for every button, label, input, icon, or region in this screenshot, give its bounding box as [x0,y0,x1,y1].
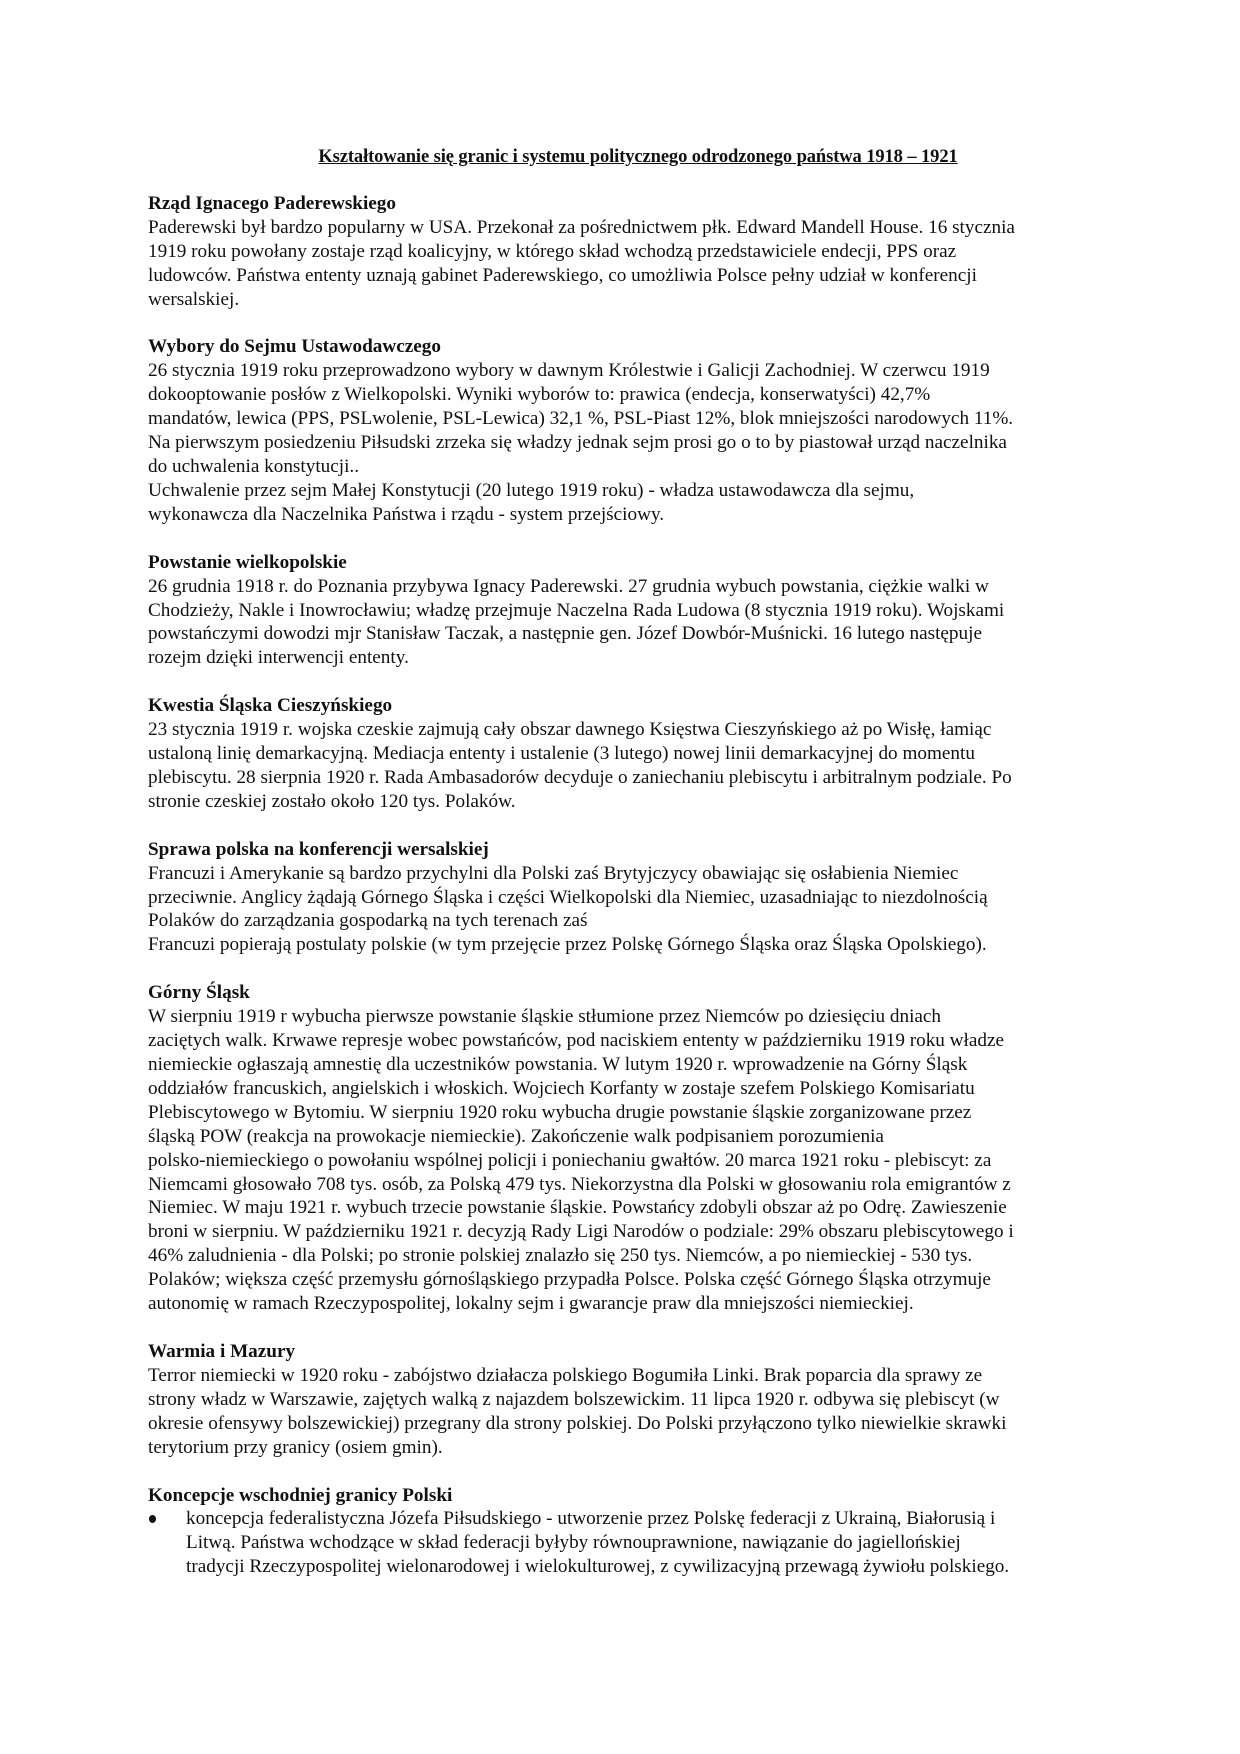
text-line: broni w sierpniu. W październiku 1921 r. decyzją Rady Ligi Narodów o podziale: 29% obszaru plebiscytowego i [148,1221,1014,1243]
section-heading: Kwestia Śląska Cieszyńskiego [148,695,393,717]
text-line: 26 grudnia 1918 r. do Poznania przybywa Ignacy Paderewski. 27 grudnia wybuch powstania, ciężkie walki w [148,575,989,597]
text-line: 1919 roku powołany zostaje rząd koalicyjny, w którego skład wchodzą przedstawiciele endecji, PPS oraz [148,240,957,262]
text-line: niemieckie ogłaszają amnestię dla uczestników powstania. W lutym 1920 r. wprowadzenie na Górny Śląsk [148,1054,968,1075]
text-line: autonomię w ramach Rzeczypospolitej, lokalny sejm i gwarancje praw dla mniejszości niemieckiej. [148,1293,914,1315]
document-section [148,1340,1098,1460]
text-line: plebiscytu. 28 sierpnia 1920 r. Rada Ambasadorów decyduje o zaniechaniu plebiscytu i arbitralnym podziale. Po [148,766,1012,788]
text-line: okresie ofensywy bolszewickiej) przegrany dla strony polskiej. Do Polski przyłączono tylko niewielkie skrawki [148,1412,1007,1434]
document-section [148,694,1098,814]
text-line: ludowców. Państwa ententy uznają gabinet Paderewskiego, co umożliwia Polsce pełny udział w konferencji [148,264,977,286]
paragraph [148,479,1098,527]
section-heading: Górny Śląsk [148,982,250,1004]
section-heading: Warmia i Mazury [148,1340,296,1362]
text-line: Plebiscytowego w Bytomiu. W sierpniu 1920 roku wybucha drugie powstanie śląskie zorganizowane przez [148,1101,972,1123]
document-section [148,335,1098,526]
text-line: zaciętych walk. Krwawe represje wobec powstańców, pod naciskiem ententy w październiku 1919 roku władze [148,1030,1005,1052]
bullet-list [148,1507,1098,1579]
text-line: Na pierwszym posiedzeniu Piłsudski zrzeka się władzy jednak sejm prosi go o to by piastował urząd naczelnika [148,432,1007,454]
paragraph [148,718,1098,814]
text-line: strony władz w Warszawie, zajętych walką z najazdem bolszewickim. 11 lipca 1920 r. odbywa się plebiscyt (w [148,1388,1000,1410]
text-line: tradycji Rzeczypospolitej wielonarodowej i wielokulturowej, z cywilizacyjną przewagą żywiołu polskiego. [186,1556,1010,1578]
text-line: Chodzieży, Nakle i Inowrocławiu; władzę przejmuje Naczelna Rada Ludowa (8 stycznia 1919 roku). Wojskami [148,599,1005,621]
section-heading: Koncepcje wschodniej granicy Polski [148,1484,453,1506]
text-line: mandatów, lewica (PPS, PSLwolenie, PSL-Lewica) 32,1 %, PSL-Piast 12%, blok mniejszości narodowych 11%. [148,408,1014,430]
document-section [148,192,1098,312]
text-line: śląską POW (reakcja na prowokacje niemieckie). Zakończenie walk podpisaniem porozumienia [148,1125,884,1147]
document-section [148,838,1098,958]
text-line: Uchwalenie przez sejm Małej Konstytucji (20 lutego 1919 roku) - władza ustawodawcza dla sejmu, [148,479,915,501]
text-line: Niemcami głosowało 708 tys. osób, za Polską 479 tys. Niekorzystna dla Polski w głosowaniu rola emigrantów z [148,1173,1011,1195]
text-line: wykonawcza dla Naczelnika Państwa i rządu - system przejściowy. [148,503,665,525]
document-page [148,146,1098,1603]
text-line: Paderewski był bardzo popularny w USA. Przekonał za pośrednictwem płk. Edward Mandell House. 16 stycznia [148,216,1015,238]
text-line: powstańczymi dowodzi mjr Stanisław Taczak, a następnie gen. Józef Dowbór-Muśnicki. 16 lutego następuje [148,623,982,645]
text-line: Francuzi popierają postulaty polskie (w tym przejęcie przez Polskę Górnego Śląska oraz Śląska Opolskiego). [148,934,987,956]
bullet-item [148,1507,1098,1579]
sections-container [148,192,1098,1460]
section-heading: Rząd Ignacego Paderewskiego [148,192,396,214]
text-line: Francuzi i Amerykanie są bardzo przychylni dla Polski zaś Brytyjczycy obawiając się osłabienia Niemiec [148,862,959,884]
section-heading: Wybory do Sejmu Ustawodawczego [148,336,441,358]
text-line: wersalskiej. [148,288,240,310]
text-line: oddziałów francuskich, angielskich i włoskich. Wojciech Korfanty w zostaje szefem Polskiego Komisariatu [148,1077,975,1099]
text-line: W sierpniu 1919 r wybucha pierwsze powstanie śląskie stłumione przez Niemców po dziesięciu dniach [148,1006,942,1028]
text-line: Niemiec. W maju 1921 r. wybuch trzecie powstanie śląskie. Powstańcy zdobyli obszar aż po Odrę. Zawieszenie [148,1197,1007,1219]
text-line: terytorium przy granicy (osiem gmin). [148,1436,443,1458]
text-line: 23 stycznia 1919 r. wojska czeskie zajmują cały obszar dawnego Księstwa Cieszyńskiego aż po Wisłę, łamiąc [148,719,992,741]
bullet-icon [149,1515,156,1523]
paragraph [148,1364,1098,1460]
text-line: Terror niemiecki w 1920 roku - zabójstwo działacza polskiego Bogumiła Linki. Brak poparcia dla sprawy ze [148,1364,983,1386]
paragraph [148,1005,1098,1316]
text-line: 26 stycznia 1919 roku przeprowadzono wybory w dawnym Królestwie i Galicji Zachodniej. W czerwcu 1919 [148,360,990,382]
text-line: przeciwnie. Anglicy żądają Górnego Śląska i części Wielkopolski dla Niemiec, uzasadniając to niezdolnością [148,886,988,908]
section-heading: Powstanie wielkopolskie [148,551,347,573]
paragraph [148,216,1098,312]
text-line: 46% zaludnienia - dla Polski; po stronie polskiej znalazło się 250 tys. Niemców, a po niemieckiej - 530 tys. [148,1245,973,1267]
text-line: koncepcja federalistyczna Józefa Piłsudskiego - utworzenie przez Polskę federacji z Ukrainą, Białorusią i [186,1508,996,1530]
text-line: stronie czeskiej zostało około 120 tys. Polaków. [148,790,516,812]
text-line: do uchwalenia konstytucji.. [148,455,360,477]
paragraph [148,359,1098,479]
document-title: Kształtowanie się granic i systemu politycznego odrodzonego państwa 1918 – 1921 [318,147,958,167]
document-section [148,981,1098,1316]
text-line: polsko-niemieckiego o powołaniu wspólnej policji i poniechaniu gwałtów. 20 marca 1921 roku - plebiscyt: za [148,1149,992,1171]
text-line: Litwą. Państwa wchodzące w skład federacji byłyby równouprawnione, nawiązanie do jagiellońskiej [186,1532,961,1554]
section-heading: Sprawa polska na konferencji wersalskiej [148,838,489,860]
paragraph [148,575,1098,671]
text-line: ustaloną linię demarkacyjną. Mediacja ententy i ustalenie (3 lutego) nowej linii demarkacyjnej do momentu [148,743,975,765]
paragraph [148,862,1098,958]
section-eastern-border [148,1484,1098,1580]
text-line: rozejm dzięki interwencji ententy. [148,647,409,669]
text-line: dokooptowanie posłów z Wielkopolski. Wyniki wyborów to: prawica (endecja, konserwatyści) 42,7% [148,384,931,406]
document-section [148,551,1098,671]
text-line: Polaków; większa część przemysłu górnośląskiego przypadła Polsce. Polska część Górnego Śląska otrzymuje [148,1269,991,1291]
text-line: Polaków do zarządzania gospodarką na tych terenach zaś [148,910,588,932]
